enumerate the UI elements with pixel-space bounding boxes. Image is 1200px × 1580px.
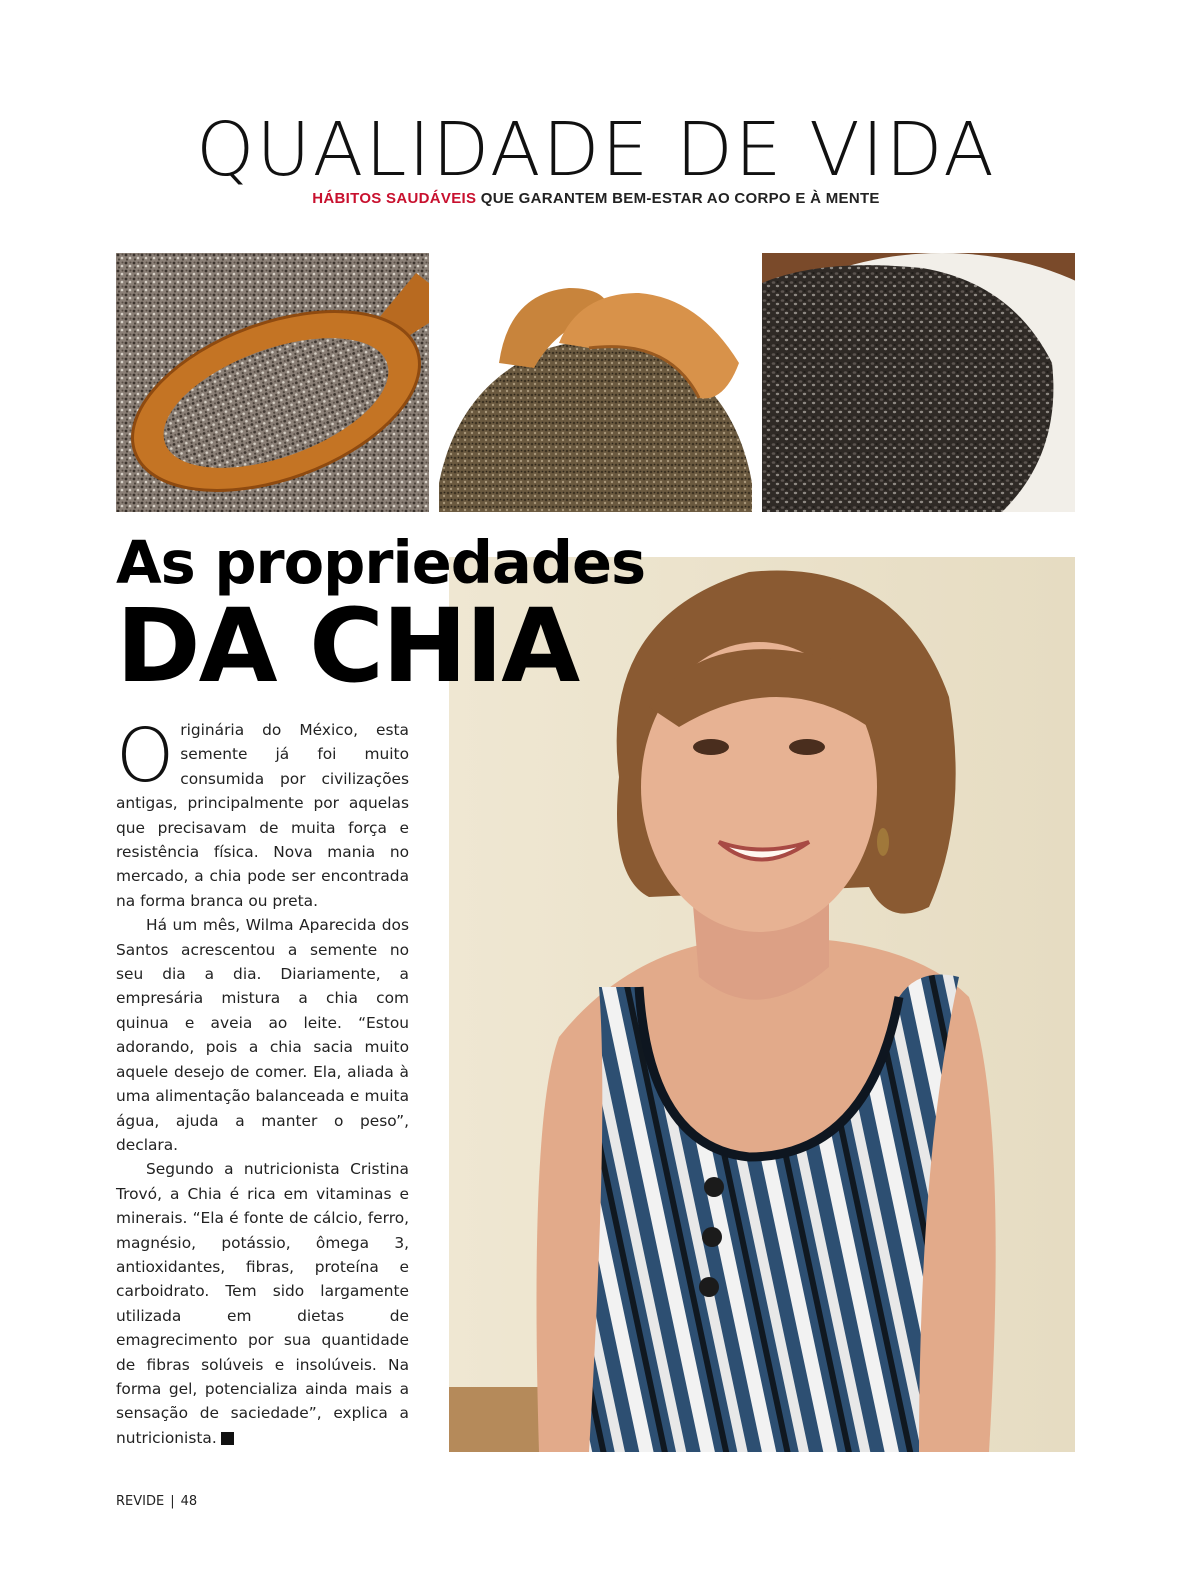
article-paragraph-3: [116, 1157, 409, 1450]
paragraph-3-text: Segundo a nutricionista Cristina Trovó, a Chia é rica em vitaminas e minerais. “Ela é fonte de cálcio, ferro, magnésio, potássio, ômega 3, antioxidantes, fibras, proteína e carboidrato. Tem sido largamente utilizada em dietas de emagrecimento por sua quantidade de fibras solúveis e insolúveis. Na forma gel, potencializa ainda mais a sensação de saciedade”, explica a nutricionista.: [116, 1160, 409, 1447]
photo-seeds-on-plate: [762, 253, 1075, 512]
end-mark-icon: r: [221, 1432, 234, 1445]
folio-separator: |: [170, 1494, 175, 1509]
headline-line-2: DA CHIA: [116, 587, 579, 706]
section-subtitle: [0, 190, 1192, 207]
folio-magazine: REVIDE: [116, 1494, 165, 1509]
photo-scoop-on-seeds: [116, 253, 429, 512]
article-paragraph-2: Há um mês, Wilma Aparecida dos Santos acrescentou a semente no seu dia a dia. Diariamente, a empresária mistura a chia com quinua e aveia ao leite. “Estou adorando, pois a chia sacia muito aquele desejo de comer. Ela, aliada à uma alimentação balanceada e muita água, ajuda a manter o peso”, declara.: [116, 916, 409, 1154]
drop-cap: O: [116, 713, 175, 799]
photo-seed-pile-illustration: [439, 253, 752, 512]
folio-page-number: 48: [180, 1494, 198, 1509]
photo-seed-pile: [439, 253, 752, 512]
article-body: [116, 713, 409, 1450]
photo-plate-illustration: [762, 253, 1075, 512]
photo-scoop-illustration: [116, 253, 429, 512]
article-paragraph-1: [116, 713, 409, 913]
page-folio: [116, 1494, 197, 1509]
subtitle-highlight: HÁBITOS SAUDÁVEIS: [312, 190, 477, 207]
headline-line-1: As propriedades: [116, 528, 646, 597]
subtitle-rest: QUE GARANTEM BEM-ESTAR AO CORPO E À MENTE: [476, 190, 880, 207]
article-headline: [116, 527, 646, 706]
paragraph-1-text: riginária do México, esta semente já foi muito consumida por civilizações antigas, principalmente por aquelas que precisavam de muita força e resistência física. Nova mania no mercado, a chia pode ser encontrada na forma branca ou preta.: [116, 721, 409, 910]
section-title: QUALIDADE DE VIDA: [196, 107, 996, 193]
